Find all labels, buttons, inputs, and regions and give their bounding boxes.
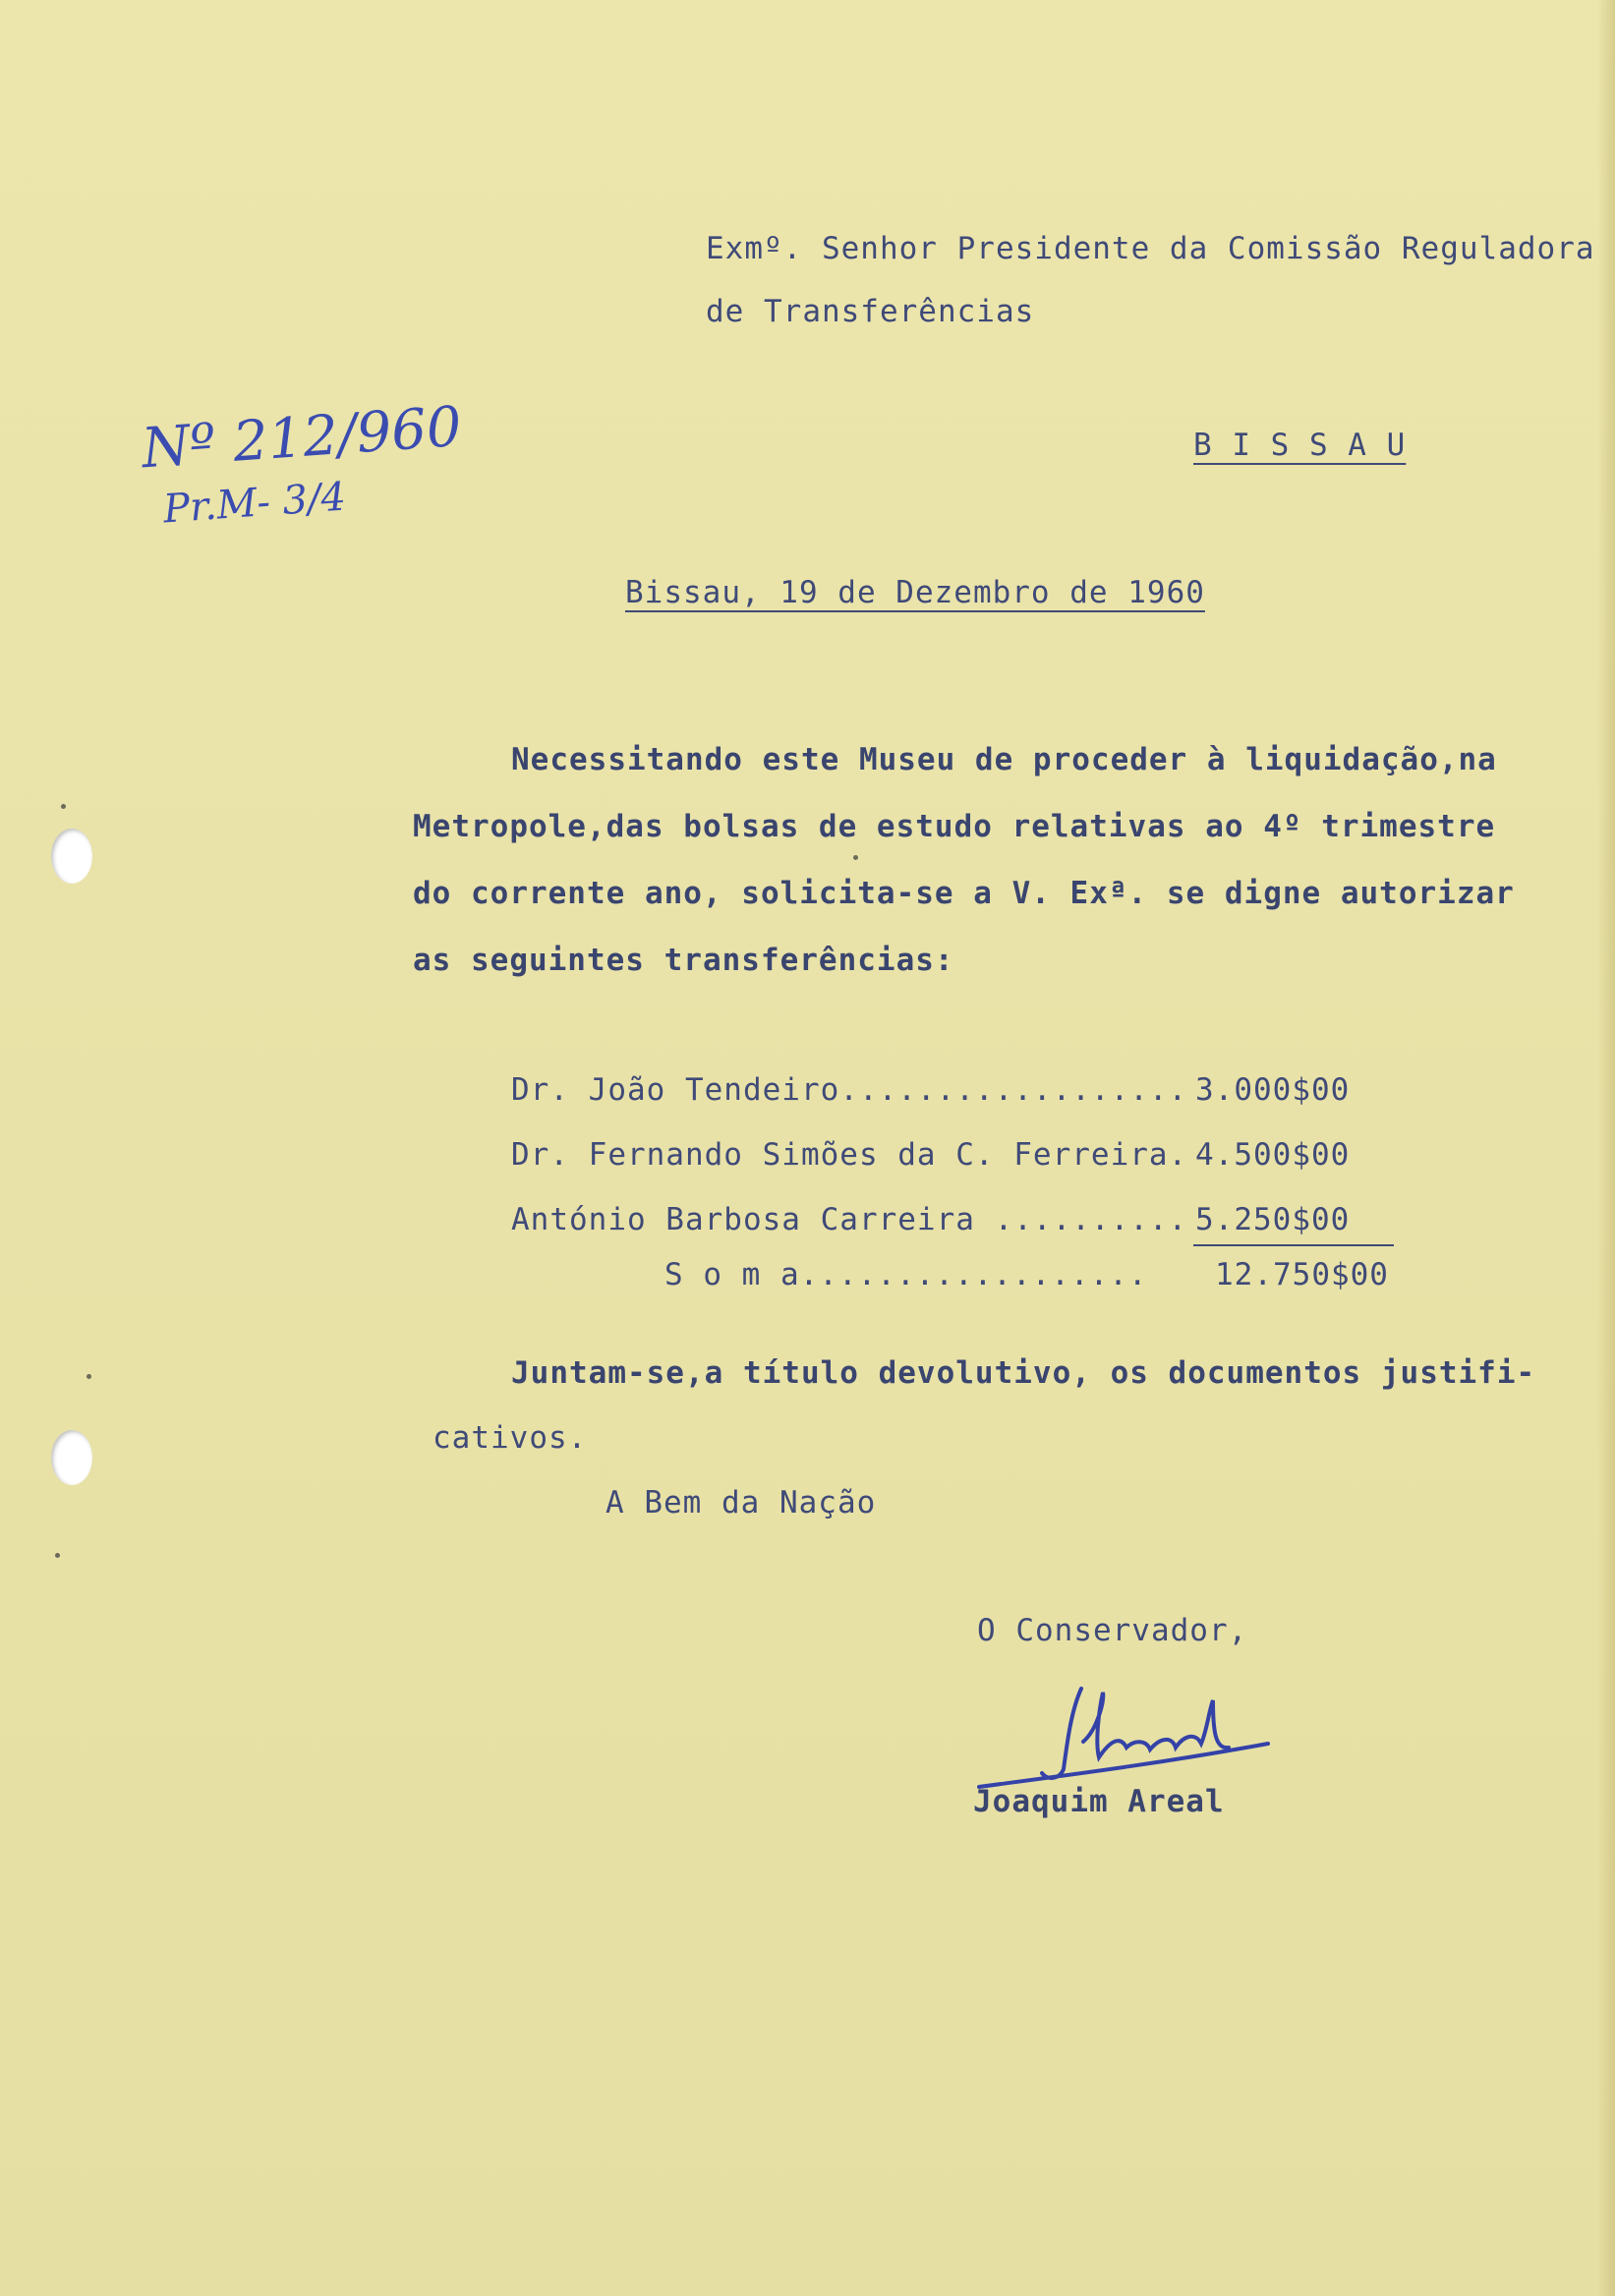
punch-hole-top (51, 829, 92, 884)
letter-date: Bissau, 19 de Dezembro de 1960 (625, 575, 1205, 610)
paper-speck (61, 804, 66, 809)
transfer-amount-1: 3.000$00 (1195, 1072, 1351, 1108)
recipient-city: B I S S A U (1193, 428, 1407, 463)
total-label: S o m a.................. (664, 1257, 1148, 1292)
recipient-line-2: de Transferências (706, 294, 1035, 329)
paper-speck (55, 1553, 60, 1558)
punch-hole-bottom (51, 1430, 92, 1485)
paper-speck (853, 855, 858, 860)
handwritten-signature (973, 1671, 1298, 1799)
signature-name: Joaquim Areal (973, 1784, 1225, 1819)
closing-line-1: Juntam-se,a título devolutivo, os documentos justifi- (511, 1355, 1536, 1391)
reference-number: Nº 212/960 (140, 394, 464, 482)
signature-role: O Conservador, (977, 1613, 1248, 1648)
reference-code: Pr.M- 3/4 (161, 474, 348, 533)
transfer-name-2: Dr. Fernando Simões da C. Ferreira. (511, 1137, 1188, 1173)
transfer-name-1: Dr. João Tendeiro.................. (511, 1072, 1188, 1108)
transfer-amount-3: 5.250$00 (1195, 1202, 1351, 1237)
body-line-2: Metropole,das bolsas de estudo relativas ao 4º trimestre (413, 809, 1496, 844)
paper-speck (87, 1374, 91, 1379)
closing-salutation: A Bem da Nação (606, 1485, 877, 1521)
sum-rule (1193, 1244, 1394, 1246)
closing-line-2: cativos. (433, 1420, 588, 1456)
paper-edge (1597, 0, 1615, 2296)
total-amount: 12.750$00 (1215, 1257, 1389, 1292)
body-line-1: Necessitando este Museu de proceder à liquidação,na (511, 742, 1497, 777)
transfer-amount-2: 4.500$00 (1195, 1137, 1351, 1173)
body-line-4: as seguintes transferências: (413, 943, 954, 978)
recipient-line-1: Exmº. Senhor Presidente da Comissão Reguladora (706, 231, 1595, 266)
transfer-name-3: António Barbosa Carreira .......... (511, 1202, 1188, 1237)
body-line-3: do corrente ano, solicita-se a V. Exª. se digne autorizar (413, 876, 1515, 911)
